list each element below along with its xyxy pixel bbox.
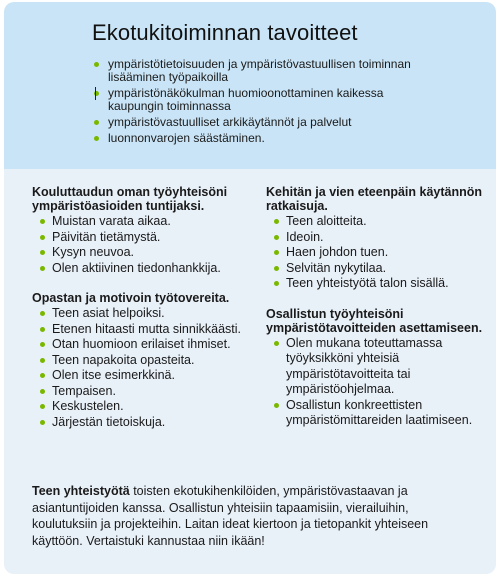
section-title: Kouluttaudun oman työyhteisöni ympäristöasioiden tuntijaksi.	[32, 185, 228, 213]
list-item: Teen napakoita opasteita.	[32, 353, 262, 369]
goals-list	[92, 58, 432, 148]
list-item: Keskustelen.	[32, 399, 262, 415]
section-title: Kehitän ja vien eteenpäin käytännön ratkaisuja.	[266, 185, 483, 213]
list	[266, 336, 491, 429]
list	[266, 214, 491, 292]
list-item: Olen mukana toteuttamassa työyksikköni yhteisiä ympäristötavoitteita tai ympäristöohjelmaa.	[266, 336, 491, 398]
list-item: Päivitän tietämystä.	[32, 230, 262, 246]
list-item: Olen itse esimerkkinä.	[32, 368, 262, 384]
list-item: Järjestän tietoiskuja.	[32, 415, 262, 431]
list-item: Teen aloitteita.	[266, 214, 491, 230]
list-item: Etenen hitaasti mutta sinnikkäästi.	[32, 322, 262, 338]
list-item: Teen yhteistyötä talon sisällä.	[266, 276, 491, 292]
section-title: Opastan ja motivoin työtovereita.	[32, 291, 230, 305]
cooperation-text: toisten ekotukihenkilöiden, ympäristövastaavan ja asiantuntijoiden kanssa. Osallistun yhteisiin tapaamisiin, vierailuihin, koulutuksiin ja projekteihin. Laitan ideat kiertoon ja tietopankit yhteiseen käyttöön. Vertaistuki kannustaa niin ikään!	[32, 484, 429, 548]
list-item: Selvitän nykytilaa.	[266, 261, 491, 277]
document-page	[4, 2, 496, 574]
list-item: Tempaisen.	[32, 384, 262, 400]
list-item: Haen johdon tuen.	[266, 245, 491, 261]
list-item: Teen asiat helpoiksi.	[32, 306, 262, 322]
section-title: Osallistun työyhteisöni ympäristötavoitteiden asettamiseen.	[266, 306, 483, 335]
list-item: Osallistun konkreettisten ympäristömittareiden laatimiseen.	[266, 398, 491, 429]
page-title: Ekotukitoiminnan tavoitteet	[92, 20, 358, 45]
goal-item: ympäristönäkökulman huomioonottaminen kaikessa kaupungin toiminnassa	[92, 87, 432, 113]
cooperation-paragraph	[32, 483, 452, 549]
goal-item: luonnonvarojen säästäminen.	[92, 132, 432, 145]
goal-item: ympäristövastuulliset arkikäytännöt ja palvelut	[92, 116, 432, 129]
list-item: Muistan varata aikaa.	[32, 214, 262, 230]
left-column	[32, 185, 262, 445]
list-item: Ideoin.	[266, 230, 491, 246]
goals-panel	[4, 2, 496, 169]
list	[32, 214, 262, 276]
list-item: Kysyn neuvoa.	[32, 245, 262, 261]
list-item: Olen aktiivinen tiedonhankkija.	[32, 261, 262, 277]
goal-item: ympäristötietoisuuden ja ympäristövastuullisen toiminnan lisääminen työpaikoilla	[92, 58, 432, 84]
right-column	[266, 185, 491, 444]
list	[32, 306, 262, 430]
list-item: Otan huomioon erilaiset ihmiset.	[32, 337, 262, 353]
cooperation-lead: Teen yhteistyötä	[32, 484, 130, 498]
